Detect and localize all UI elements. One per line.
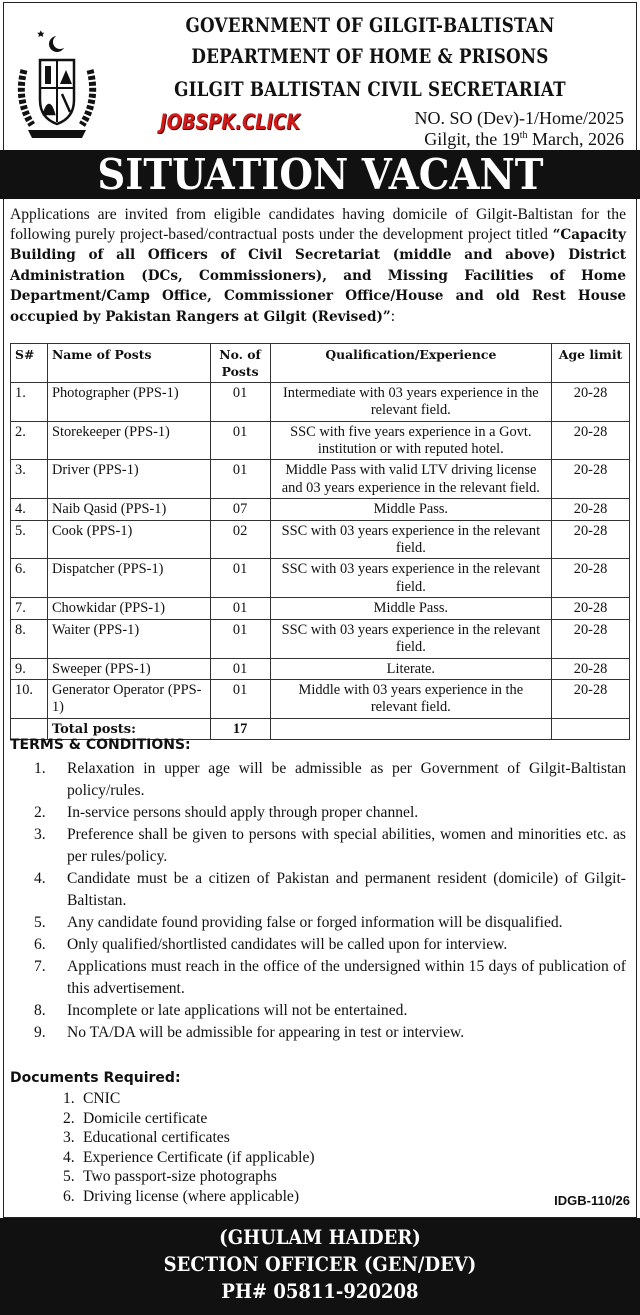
- term-number: 9.: [34, 1024, 46, 1041]
- cell-posts: 01: [210, 658, 270, 679]
- term-number: 8.: [34, 1002, 46, 1019]
- document-text: Experience Certificate (if applicable): [83, 1148, 315, 1166]
- ad-code: IDGB-110/26: [554, 1193, 630, 1208]
- document-text: Two passport-size photographs: [83, 1168, 277, 1185]
- cell-empty: [270, 718, 552, 739]
- cell-qual: SSC with five years experience in a Govt. institution or with reputed hotel.: [270, 421, 552, 460]
- cell-sn: 3.: [11, 460, 48, 499]
- header-name: Name of Posts: [47, 344, 210, 383]
- cell-posts: 01: [210, 559, 270, 598]
- cell-qual: Middle Pass.: [270, 598, 552, 619]
- term-text: Applications must reach in the office of the undersigned within 15 days of publication of this advertisement.: [67, 958, 626, 997]
- cell-posts: 02: [210, 520, 270, 559]
- date-suffix: March, 2026: [527, 129, 624, 149]
- officer-phone: PH# 05811-920208: [221, 1279, 419, 1303]
- cell-sn: 9.: [11, 658, 48, 679]
- table-row: [11, 460, 630, 499]
- document-text: Domicile certificate: [83, 1109, 208, 1127]
- cell-posts: 01: [210, 421, 270, 460]
- cell-age: 20-28: [552, 559, 630, 598]
- cell-name: Dispatcher (PPS-1): [47, 559, 210, 598]
- terms-title: TERMS & CONDITIONS:: [10, 737, 191, 753]
- cell-age: 20-28: [552, 499, 630, 520]
- cell-name: Driver (PPS-1): [47, 460, 210, 499]
- cell-qual: SSC with 03 years experience in the relevant field.: [270, 520, 552, 559]
- title-banner: [0, 150, 640, 199]
- officer-designation: SECTION OFFICER (GEN/DEV): [163, 1252, 477, 1276]
- header-department: DEPARTMENT OF HOME & PRISONS: [191, 45, 549, 68]
- cell-posts: 01: [210, 382, 270, 421]
- date-prefix: Gilgit, the 19: [424, 129, 520, 149]
- cell-sn: 1.: [11, 382, 48, 421]
- term-text: Candidate must be a citizen of Pakistan and permanent resident (domicile) of Gilgit-Baltistan.: [67, 870, 626, 909]
- document-item: [63, 1089, 315, 1109]
- cell-qual: SSC with 03 years experience in the relevant field.: [270, 559, 552, 598]
- cell-sn: 2.: [11, 421, 48, 460]
- document-item: [63, 1109, 315, 1129]
- term-text: Incomplete or late applications will not be entertained.: [67, 1002, 408, 1019]
- term-item: [10, 934, 626, 956]
- header-age: Age limit: [552, 344, 630, 383]
- term-text: Preference shall be given to persons with special abilities, women and minorities etc. as per rules/policy.: [67, 826, 626, 865]
- cell-posts: 01: [210, 460, 270, 499]
- cell-posts: 01: [210, 619, 270, 658]
- cell-name: Naib Qasid (PPS-1): [47, 499, 210, 520]
- document-number: 1.: [63, 1090, 75, 1107]
- intro-text: Applications are invited from eligible candidates having domicile of Gilgit-Baltistan for the following purely project-based/contractual posts under the development project titled: [10, 206, 626, 243]
- reference-number: NO. SO (Dev)-1/Home/2025: [414, 108, 624, 128]
- banner-text: SITUATION VACANT: [96, 150, 544, 199]
- document-item: [63, 1187, 315, 1207]
- total-label: Total posts:: [47, 718, 210, 739]
- document-item: [63, 1148, 315, 1168]
- table-row: [11, 598, 630, 619]
- document-item: [63, 1128, 315, 1148]
- term-item: [10, 758, 626, 802]
- cell-sn: 10.: [11, 679, 48, 718]
- term-item: [10, 956, 626, 1000]
- cell-age: 20-28: [552, 382, 630, 421]
- cell-name: Cook (PPS-1): [47, 520, 210, 559]
- cell-age: 20-28: [552, 658, 630, 679]
- issue-date: [424, 129, 624, 150]
- intro-paragraph: [10, 205, 626, 328]
- cell-sn: 5.: [11, 520, 48, 559]
- cell-empty: [552, 718, 630, 739]
- table-row: [11, 559, 630, 598]
- term-item: [10, 824, 626, 868]
- table-row: [11, 619, 630, 658]
- term-text: Any candidate found providing false or forged information will be disqualified.: [67, 914, 563, 931]
- term-item: [10, 1022, 626, 1044]
- cell-age: 20-28: [552, 520, 630, 559]
- cell-name: Storekeeper (PPS-1): [47, 421, 210, 460]
- table-row: [11, 382, 630, 421]
- table-row: [11, 520, 630, 559]
- term-text: Only qualified/shortlisted candidates will be called upon for interview.: [67, 936, 508, 953]
- term-item: [10, 912, 626, 934]
- header-secretariat: GILGIT BALTISTAN CIVIL SECRETARIAT: [174, 78, 566, 101]
- term-number: 4.: [34, 870, 46, 887]
- document-number: 3.: [63, 1129, 75, 1146]
- term-number: 7.: [34, 958, 46, 975]
- intro-end: :: [390, 307, 396, 325]
- table-row: [11, 499, 630, 520]
- term-text: Relaxation in upper age will be admissible as per Government of Gilgit-Baltistan policy/rules.: [67, 760, 626, 799]
- cell-sn: 4.: [11, 499, 48, 520]
- document-number: 4.: [63, 1148, 75, 1166]
- total-value: 17: [210, 718, 270, 739]
- cell-name: Photographer (PPS-1): [47, 382, 210, 421]
- terms-list: [10, 758, 626, 1044]
- cell-name: Chowkidar (PPS-1): [47, 598, 210, 619]
- term-item: [10, 1000, 626, 1022]
- header-qualification: Qualification/Experience: [270, 344, 552, 383]
- documents-list: [63, 1089, 315, 1206]
- cell-sn: 7.: [11, 598, 48, 619]
- header-sn: S#: [11, 344, 48, 383]
- date-sup: th: [519, 130, 528, 141]
- cell-age: 20-28: [552, 421, 630, 460]
- document-item: [63, 1167, 315, 1187]
- term-item: [10, 802, 626, 824]
- cell-qual: Literate.: [270, 658, 552, 679]
- cell-sn: 6.: [11, 559, 48, 598]
- term-text: In-service persons should apply through proper channel.: [67, 804, 419, 821]
- officer-name: (GHULAM HAIDER): [219, 1225, 421, 1249]
- letterhead: [0, 0, 640, 150]
- cell-posts: 07: [210, 499, 270, 520]
- government-emblem-icon: [14, 30, 100, 142]
- cell-age: 20-28: [552, 598, 630, 619]
- cell-qual: Middle Pass with valid LTV driving license and 03 years experience in the relevant field.: [270, 460, 552, 499]
- posts-table: [10, 343, 630, 740]
- document-number: 6.: [63, 1187, 75, 1205]
- document-text: CNIC: [83, 1090, 121, 1107]
- document-text: Educational certificates: [83, 1129, 230, 1146]
- cell-age: 20-28: [552, 679, 630, 718]
- project-title: “Capacity Building of all Officers of Civil Secretariat (middle and above) District Administration (DCs, Commissioners), and Missing Facilities of Home Department/Camp Office, Commissioner Office/House and old Rest House occupied by Pakistan Rangers at Gilgit (Revised)”: [10, 226, 626, 325]
- cell-qual: Intermediate with 03 years experience in the relevant field.: [270, 382, 552, 421]
- header-posts: No. of Posts: [210, 344, 270, 383]
- cell-age: 20-28: [552, 460, 630, 499]
- cell-qual: Middle with 03 years experience in the relevant field.: [270, 679, 552, 718]
- cell-posts: 01: [210, 598, 270, 619]
- term-number: 6.: [34, 936, 46, 953]
- cell-posts: 01: [210, 679, 270, 718]
- table-row: [11, 679, 630, 718]
- documents-title: Documents Required:: [10, 1070, 181, 1086]
- table-row: [11, 658, 630, 679]
- cell-name: Waiter (PPS-1): [47, 619, 210, 658]
- cell-name: Sweeper (PPS-1): [47, 658, 210, 679]
- document-text: Driving license (where applicable): [83, 1187, 300, 1205]
- term-number: 2.: [34, 804, 46, 821]
- document-number: 5.: [63, 1168, 75, 1185]
- watermark-logo: JOBSPK.CLICK: [160, 110, 301, 134]
- term-text: No TA/DA will be admissible for appearing in test or interview.: [67, 1024, 465, 1041]
- term-number: 5.: [34, 914, 46, 931]
- cell-qual: SSC with 03 years experience in the relevant field.: [270, 619, 552, 658]
- signature-block: [0, 1218, 640, 1315]
- cell-age: 20-28: [552, 619, 630, 658]
- term-number: 1.: [34, 760, 46, 777]
- term-item: [10, 868, 626, 912]
- document-number: 2.: [63, 1109, 75, 1127]
- cell-name: Generator Operator (PPS-1): [47, 679, 210, 718]
- term-number: 3.: [34, 826, 46, 843]
- cell-qual: Middle Pass.: [270, 499, 552, 520]
- header-government: GOVERNMENT OF GILGIT-BALTISTAN: [185, 14, 555, 37]
- table-row: [11, 421, 630, 460]
- cell-sn: 8.: [11, 619, 48, 658]
